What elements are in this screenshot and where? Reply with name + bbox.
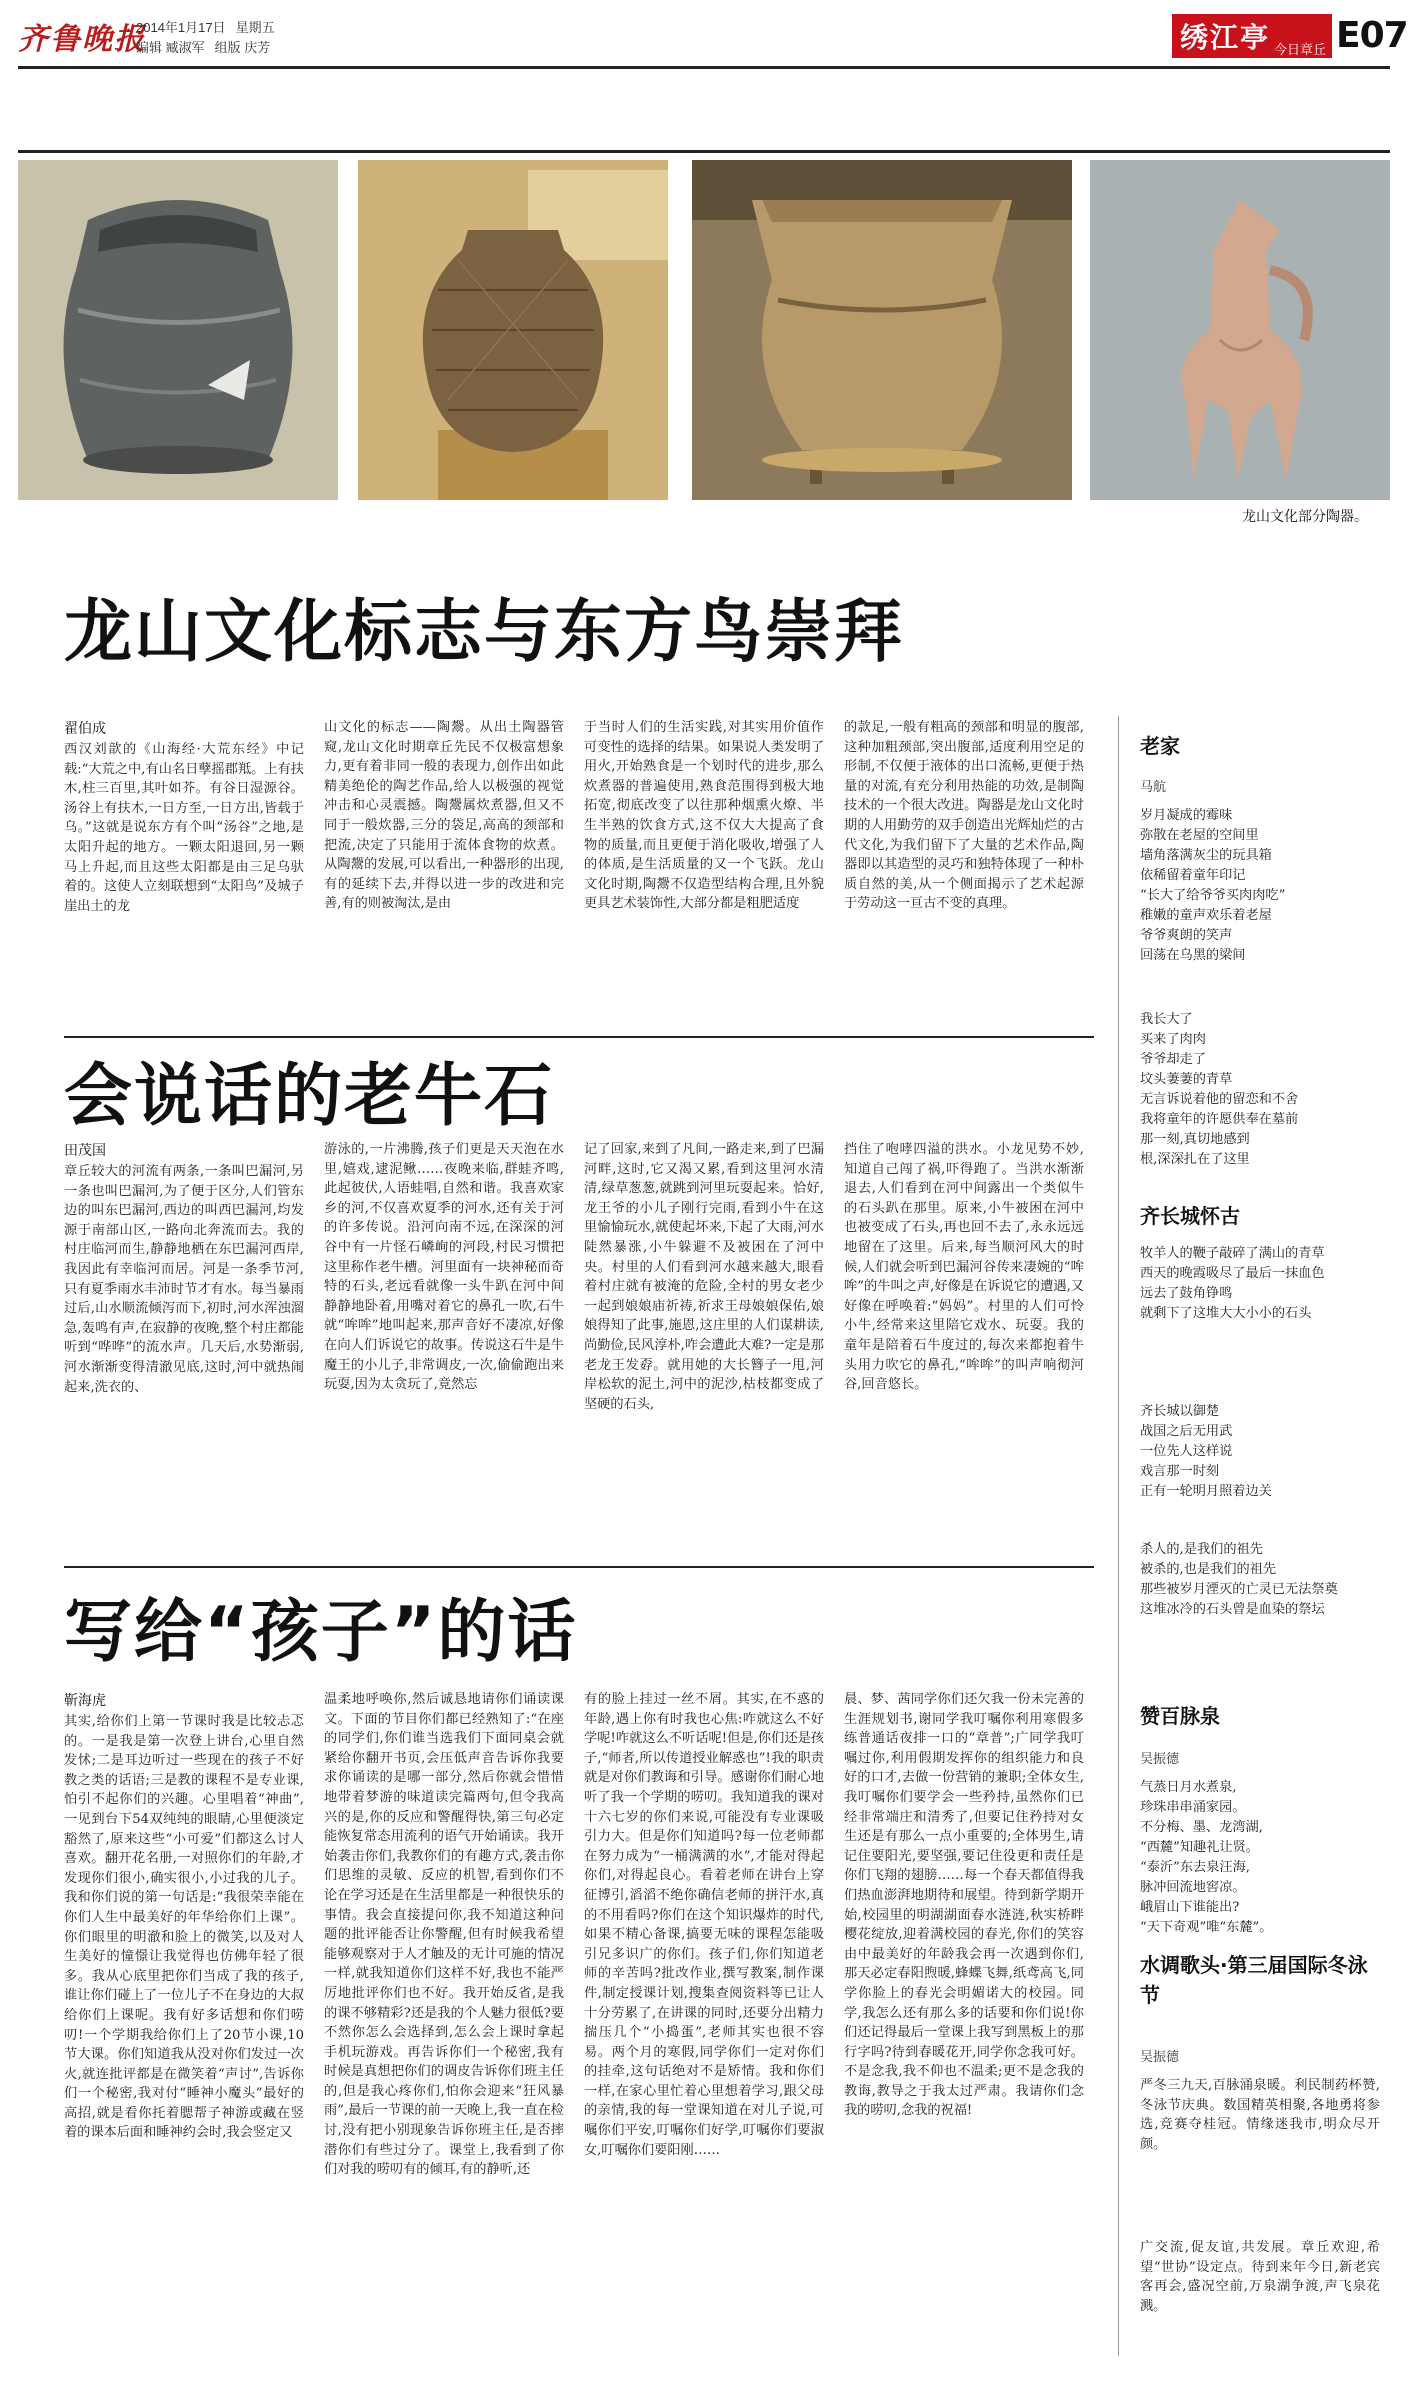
section-banner [1172, 14, 1332, 58]
article-haizi-col-1: 其实,给你们上第一节课时我是比较忐忑的。一是我是第一次登上讲台,心里自然发怵;二是耳边听过一些现在的孩子不好教之类的话语;三是教的课程不是专业课,怕引不起你们的兴趣。心里唱着“神曲”,一见到台下54双纯纯的眼睛,心里便淡定豁然了,原来这些“小可爱”们都这么讨人喜欢。翻开花名册,一对照你们的年龄,才发现你们很小,确实很小,小过我的儿子。我和你们说的第一句话是:“我很荣幸能在你们人生中最美好的年华给你们上课”。你们眼里的明澈和脸上的微笑,以及对人生美好的憧憬让我觉得也仿佛年轻了很多。我从心底里把你们当成了我的孩子,谁让你们碰上了一位儿子不在身边的大叔给你们上课呢。我有好多话想和你们唠叨!一个学期我给你们上了20节小课,10节大课。你们知道我从没对你们发过一次火,就连批评都是在微笑着“声讨”,告诉你们一个秘密,我对付“睡神小魔头”最好的高招,就是看你托着腮帮子神游或藏在竖着的课本后面和睡神约会时,我会竖定又 [64, 1714, 304, 2141]
sidebar-rule [1118, 716, 1119, 2356]
article-haizi-col-4: 晨、梦、茜同学你们还欠我一份未完善的生涯规划书,谢同学我叮嘱你利用寒假多练普通话夜排一口的“章普”;广同学我叮嘱过你,利用假期发挥你的组织能力和良好的口才,去做一份营销的兼职;全体女生,我叮嘱你们要学会一些矜持,虽然你们已经非常端庄和清秀了,但要记住矜持对女生还是有那么一点小重要的;全体男生,请记住要阳光,要坚强,要记住役更和责任是你们飞翔的翅膀……每一个春天都值得我们热血澎湃地期待和展望。待到新学期开始,校园里的明湖湖面春水涟涟,秋实桥畔樱花绽放,迎着满校园的春光,你们的笑容由中最美好的年龄我会再一次遇到你们,那天必定春阳煦暖,蜂蝶飞舞,纸鸢高飞,同学你脸上的春光会明媚诺大的校园。同学,我怎么还有那么多的话要和你们说!你们还记得最后一堂课上我写到黑板上的那行字吗?待到春暖花开,同学你念我可好。不是念我,我不仰也不温柔;更不是念我的教诲,教导之于我太过严肃。我请你们念我的唠叨,念我的祝福! [844, 1692, 1084, 2119]
poem-laojia-stanza-1: 岁月凝成的霉味 弥散在老屋的空间里 墙角落满灰尘的玩具箱 依稀留着童年印记 “长大了给爷爷买肉肉吃” 稚嫩的童声欢乐着老屋 爷爷爽朗的笑声 回荡在乌黑的梁间 [1140, 808, 1286, 963]
pottery-photo-3 [692, 160, 1072, 500]
article-longshan-col-4: 的款足,一般有粗高的颈部和明显的腹部,这种加粗颈部,突出腹部,适度利用空足的形制,不仅便于液体的出口流畅,更便于热量的对流,有充分利用热能的功效,是制陶技术的一个很大改进。陶器是龙山文化时期的人用勤劳的双手创造出光辉灿烂的古代文化,为我们留下了大量的艺术作品,陶器即以其造型的灵巧和独特体现了一种朴质自然的美,从一个侧面揭示了艺术起源于劳动这一亘古不变的真理。 [844, 720, 1084, 912]
headline-niushi: 会说话的老牛石 [64, 1057, 555, 1136]
article-niushi-col-2: 游泳的,一片沸腾,孩子们更是天天泡在水里,嬉戏,逮泥鳅……夜晚来临,群蛙齐鸣,此起彼伏,人语蛙唱,自然和谐。我喜欢家乡的河,不仅喜欢夏季的河水,还有关于河的许多传说。沿河向南不远,在深深的河谷中有一片怪石嶙峋的河段,村民习惯把这里称作老牛槽。河里面有一块神秘而奇特的石头,老远看就像一头牛趴在河中间静静地卧着,用嘴对着它的鼻孔一吹,石牛就“哞哞”地叫起来,那声音好不凄凉,好像在向人们诉说它的故事。传说这石牛是牛魔王的小儿子,非常调皮,一次,偷偷跑出来玩耍,因为太贪玩了,竟然忘 [324, 1142, 564, 1393]
issue-date: 2014年1月17日 [136, 20, 226, 35]
author-haizi: 靳海虎 [64, 1692, 106, 1708]
poem-baimai-title: 赞百脉泉 [1140, 1704, 1220, 1728]
photo-top-rule [18, 150, 1390, 153]
poem-laojia-title: 老家 [1140, 734, 1180, 758]
issue-weekday: 星期五 [235, 20, 275, 35]
header-rule [18, 66, 1390, 69]
poem-changcheng-stanza-1: 牧羊人的鞭子敲碎了满山的青草 西天的晚霞吸尽了最后一抹血色 远去了鼓角铮鸣 就剩下了这堆大大小小的石头 [1140, 1246, 1325, 1321]
article-haizi-col-2: 温柔地呼唤你,然后诚恳地请你们诵读课文。下面的节目你们都已经熟知了:“在座的同学们,你们谁当选我们下面同桌会就紧给你翻开书页,会压低声音告诉你我要求你诵读的是哪一部分,然后你就会惜惜地带着梦游的味道读完篇两句,但令我高兴的是,你的反应和警醒得快,第三句必定能恢复常态用流利的语气开始诵读。我开始袭击你们,我教你们的有趣方式,袭击你们思维的灵敏、反应的机智,看到你们不论在学习还是在生活里都是一种很快乐的事情。我会直接提问你,我不知道这种问题的批评能否让你警醒,但有时候我希望能够观察对于人才触及的无计可施的情况一样,就我知道你们这样不好,我也不能严厉地批评你们也不好。我开始反省,是我的课不够精彩?还是我的个人魅力很低?要不然你怎么会选择到,怎么会上课时拿起手机玩游戏。再告诉你们一个秘密,我有时候是真想把你们的调皮告诉你们班主任的,但是我心疼你们,怕你会迎来“狂风暴雨”,最后一节课的前一天晚上,我一直在检讨,没有把小别现象告诉你班主任,是否摔潜你们有些过分了。课堂上,我看到了你们对我的唠叨有的倾耳,有的静听,还 [324, 1692, 564, 2178]
poem-dongyong-stanza-1: 严冬三九天,百脉涌泉暖。利民制药杯赞,冬泳节庆典。数国精英相聚,各地勇将参选,竞赛夺桂冠。情缘迷我市,明众尽开颜。 [1140, 2078, 1380, 2152]
headline-haizi: 写给“孩子”的话 [64, 1593, 578, 1672]
page-number: E07 [1336, 15, 1408, 56]
issue-info [136, 18, 285, 58]
article-longshan-col-3: 于当时人们的生活实践,对其实用价值作可变性的选择的结果。如果说人类发明了用火,开始熟食是一个划时代的进步,那么炊煮器的普遍使用,熟食范围得到极大地拓宽,彻底改变了以往那种烟熏火燎、半生半熟的饮食方式,这不仅大大提高了食物的质量,而且更便于消化吸收,增强了人的体质,是生活质量的又一个飞跃。龙山文化时期,陶鬶不仅造型结构合理,且外貌更具艺术装饰性,大部分都是粗肥适度 [584, 720, 824, 912]
section-title: 绣江亭 [1180, 21, 1271, 54]
headline-longshan: 龙山文化标志与东方鸟崇拜 [64, 593, 905, 672]
newspaper-logo: 齐鲁晚报 [18, 22, 146, 57]
poem-dongyong-title: 水调歌头·第三届国际冬泳节 [1140, 1953, 1368, 2007]
poem-laojia-author: 马航 [1140, 779, 1167, 794]
pottery-photo-4 [1090, 160, 1390, 500]
poem-baimai-author: 吴振德 [1140, 1751, 1180, 1766]
pottery-photo-1 [18, 160, 338, 500]
article-longshan-col-1: 西汉刘歆的《山海经·大荒东经》中记载:“大荒之中,有山名日孽摇郡羝。上有扶木,柱三百里,其叶如芥。有谷日湿源谷。汤谷上有扶木,一日方至,一日方出,皆载于乌。”这就是说东方有个叫“汤谷”之地,是太阳升起的地方。一颗太阳退回,另一颗马上升起,而且这些太阳都是由三足乌驮着的。这使人立刻联想到“太阳鸟”及城子崖出土的龙 [64, 742, 304, 914]
article-divider-1 [64, 1036, 1094, 1038]
poem-laojia-stanza-2: 我长大了 买来了肉肉 爷爷却走了 坟头萋萋的青草 无言诉说着他的留恋和不舍 我将童年的许愿供奉在墓前 那一刻,真切地感到 根,深深扎在了这里 [1140, 1012, 1299, 1167]
pottery-photo-2 [358, 160, 668, 500]
author-longshan: 翟伯成 [64, 720, 106, 736]
poem-dongyong-stanza-2: 广交流,促友谊,共发展。章丘欢迎,希望“世协”设定点。待到来年今日,新老宾客再会,盛况空前,万泉湖争渡,声飞泉花溅。 [1140, 2240, 1380, 2314]
article-longshan-col-2: 山文化的标志——陶鬶。从出土陶器管窥,龙山文化时期章丘先民不仅极富想象力,更有着非同一般的表现力,创作出如此精美绝伦的陶艺作品,给人以极强的视觉冲击和心灵震撼。陶鬶属炊煮器,但又不同于一般炊器,三分的袋足,高高的颈部和把流,决定了只能用于流体食物的炊煮。从陶鬶的发展,可以看出,一种器形的出现,有的延续下去,并得以进一步的改进和完善,有的则被淘汰,是由 [324, 720, 564, 912]
poem-changcheng-stanza-2: 齐长城以御楚 战国之后无用武 一位先人这样说 戏言那一时刻 正有一轮明月照着边关 [1140, 1404, 1272, 1499]
layout-credit: 组版 庆芳 [214, 40, 271, 55]
article-niushi-col-4: 挡住了咆哮四溢的洪水。小龙见势不妙,知道自己闯了祸,吓得跑了。当洪水渐渐退去,人们看到在河中间露出一个类似牛的石头趴在那里。原来,小牛被困在河中也被变成了石头,再也回不去了,永永远远地留在了这里。后来,每当顺河风大的时候,人们就会听到巴漏河谷传来凄婉的“哞哞”的牛叫之声,好像是在诉说它的遭遇,又好像在呼唤着:“妈妈”。村里的人们可怜小牛,经常来这里陪它戏水、玩耍。我的童年是陪着石牛度过的,每次来都抱着牛头用力吹它的鼻孔,“哞哞”的叫声响彻河谷,回音悠长。 [844, 1142, 1084, 1393]
poem-changcheng-title: 齐长城怀古 [1140, 1204, 1240, 1228]
article-niushi-col-1: 章丘较大的河流有两条,一条叫巴漏河,另一条也叫巴漏河,为了便于区分,人们管东边的叫东巴漏河,西边的叫西巴漏河,均发源于南部山区,一路向北奔流而去。我的村庄临河而生,静静地栖在东巴漏河西岸,我因此有幸临河而居。河是一条季节河,只有夏季雨水丰沛时节才有水。每当暴雨过后,山水顺流倾泻而下,初时,河水浑浊溜急,轰鸣有声,在寂静的夜晚,整个村庄都能听到“哗哗”的流水声。几天后,水势渐弱,河水渐渐变得清澈见底,这时,河中就热闹起来,洗衣的、 [64, 1164, 304, 1395]
author-niushi: 田茂国 [64, 1142, 106, 1158]
article-haizi-col-3: 有的脸上挂过一丝不屑。其实,在不惑的年龄,遇上你有时我也心焦:咋就这么不好学呢!咋就这么不听话呢!但是,你们还是孩子,“师者,所以传道授业解惑也”!我的职责就是对你们教诲和引导。感谢你们耐心地听了我一个学期的唠叨。我知道我的课对十六七岁的你们来说,可能没有专业课吸引力大。但是你们知道吗?每一位老师都在努力成为“一桶满满的水”,才能对得起你们,对得起良心。看着老师在讲台上穿征博引,滔滔不绝你确信老师的拼汗水,真的不用看吗?你们在这个知识爆炸的时代,如果不精心备课,搞要无味的课程怎能吸引兄多识广的你们。孩子们,你们知道老师的辛苦吗?批改作业,撰写教案,制作课件,制定授课计划,搜集查阅资料等已让人十分劳累了,在讲课的同时,还要分出精力揣压几个“小捣蛋”,老师其实也很不容易。两个月的寒假,同学你们一定对你们的挂牵,这句话绝对不是矫情。我和你们一样,在家心里忙着心里想着学习,跟父母的亲情,我的每一堂课知道在对儿子说,可嘱你们平安,叮嘱你们好学,叮嘱你们要淑女,叮嘱你们要阳刚…… [584, 1692, 824, 2158]
poem-baimai-stanza-1: 气蒸日月水煮泉, 珍珠串串涌家园。 不分梅、墨、龙湾湖, “西麓”知趣礼让贤。 “泰沂”东去泉汪海, 脉冲回流地窖凉。 峨眉山下谁能出? “天下奇观”唯“东麓”。 [1140, 1780, 1273, 1935]
poem-changcheng-stanza-3: 杀人的,是我们的祖先 被杀的,也是我们的祖先 那些被岁月湮灭的亡灵已无法祭奠 这堆冰冷的石头曾是血染的祭坛 [1140, 1542, 1338, 1617]
article-niushi-col-3: 记了回家,来到了凡间,一路走来,到了巴漏河畔,这时,它又渴又累,看到这里河水清清,绿草葱葱,就跳到河里玩耍起来。恰好,龙王爷的小儿子刚行完雨,看到小牛在这里愉愉玩水,就使起坏来,下起了大雨,河水陡然暴涨,小牛躲避不及被困在了河中央。村里的人们看到河水越来越大,眼看着村庄就有被淹的危险,全村的男女老少一起到娘娘庙祈祷,祈求王母娘娘保佑,娘娘得知了此事,施恩,这庄里的人们谋耕读,尚勤俭,民风淳朴,咋会遭此大难?一定是那老龙王发孬。就用她的大长簪子一甩,河岸松软的泥土,河中的泥沙,枯枝都变成了坚硬的石头, [584, 1142, 824, 1412]
poem-dongyong-author: 吴振德 [1140, 2049, 1180, 2064]
section-subtitle: 今日章丘 [1273, 42, 1326, 57]
editor-credit: 编辑 臧淑军 [136, 40, 205, 55]
photo-caption: 龙山文化部分陶器。 [1242, 508, 1368, 524]
article-divider-2 [64, 1566, 1094, 1568]
